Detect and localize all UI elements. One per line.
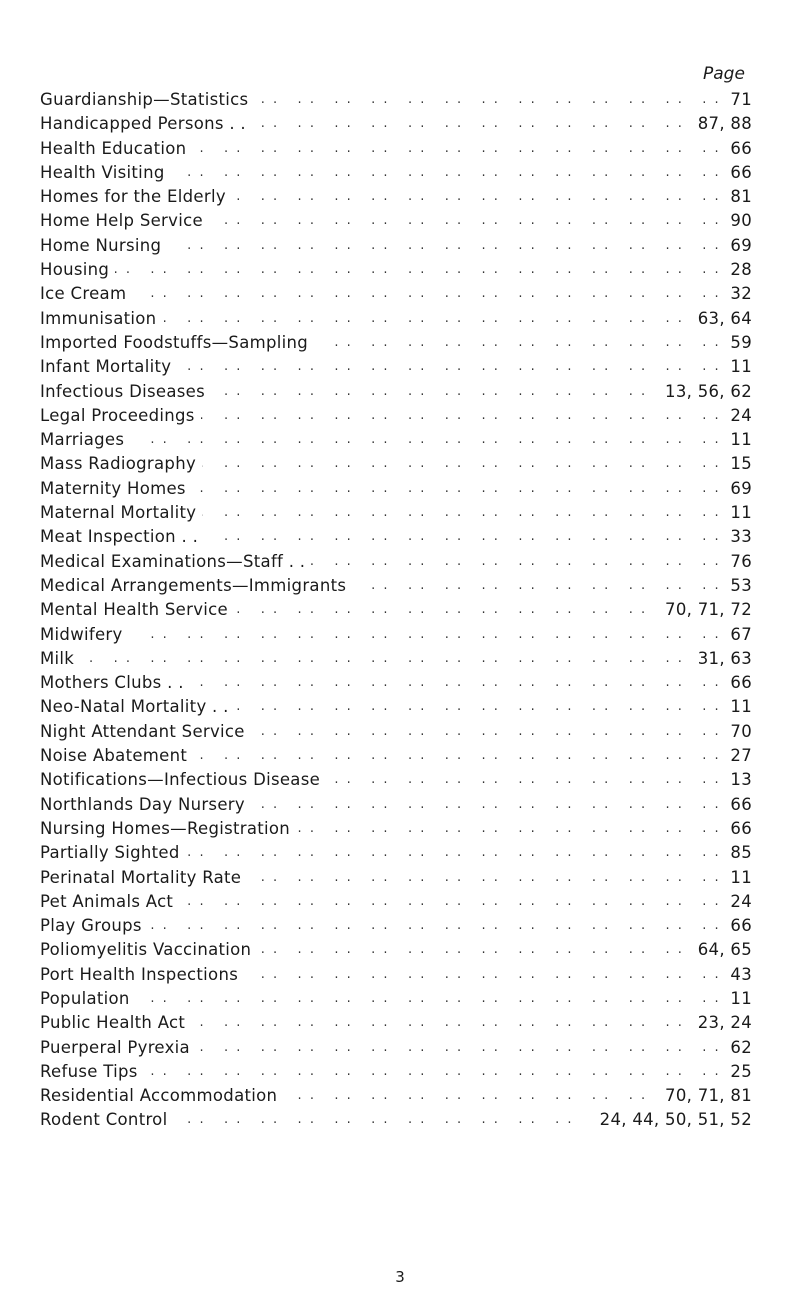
index-entry (40, 866, 752, 890)
entry-term: Ice Cream (40, 282, 132, 306)
entry-term: Port Health Inspections (40, 963, 244, 987)
entry-pages: 11 (722, 355, 752, 379)
entry-term: Medical Examinations—Staff . . (40, 550, 311, 574)
dot-leader (40, 428, 752, 452)
entry-pages: 76 (722, 550, 752, 574)
entry-pages: 15 (722, 452, 752, 476)
index-entry (40, 1011, 752, 1035)
entry-term: Puerperal Pyrexia (40, 1036, 196, 1060)
entry-term: Homes for the Elderly (40, 185, 232, 209)
entry-pages: 24, 44, 50, 51, 52 (592, 1108, 752, 1132)
entry-pages: 24 (722, 890, 752, 914)
index-entry (40, 137, 752, 161)
index-entry (40, 1084, 752, 1108)
index-entry (40, 890, 752, 914)
index-entry (40, 404, 752, 428)
index-entry (40, 88, 752, 112)
entry-term: Noise Abatement (40, 744, 193, 768)
entry-pages: 66 (722, 671, 752, 695)
index-list (40, 88, 752, 1133)
entry-term: Infectious Diseases (40, 380, 211, 404)
entry-pages: 31, 63 (690, 647, 752, 671)
index-entry (40, 501, 752, 525)
index-entry (40, 914, 752, 938)
index-entry (40, 671, 752, 695)
entry-term: Perinatal Mortality Rate (40, 866, 247, 890)
entry-pages: 87, 88 (690, 112, 752, 136)
entry-term: Mass Radiography (40, 452, 202, 476)
entry-term: Night Attendant Service (40, 720, 251, 744)
entry-term: Imported Foodstuffs—Sampling (40, 331, 314, 355)
index-entry (40, 768, 752, 792)
entry-pages: 71 (722, 88, 752, 112)
entry-pages: 43 (722, 963, 752, 987)
index-entry (40, 744, 752, 768)
index-entry (40, 452, 752, 476)
entry-pages: 27 (722, 744, 752, 768)
entry-term: Meat Inspection . . (40, 525, 204, 549)
entry-term: Partially Sighted (40, 841, 186, 865)
dot-leader (40, 647, 752, 671)
entry-term: Mothers Clubs . . (40, 671, 190, 695)
entry-pages: 66 (722, 161, 752, 185)
entry-term: Poliomyelitis Vaccination (40, 938, 257, 962)
entry-term: Refuse Tips (40, 1060, 144, 1084)
entry-pages: 66 (722, 137, 752, 161)
index-entry (40, 1036, 752, 1060)
entry-pages: 11 (722, 987, 752, 1011)
entry-term: Northlands Day Nursery (40, 793, 251, 817)
entry-pages: 66 (722, 914, 752, 938)
page-heading: Page (703, 64, 745, 84)
entry-term: Public Health Act (40, 1011, 191, 1035)
entry-pages: 11 (722, 501, 752, 525)
entry-term: Nursing Homes—Registration (40, 817, 296, 841)
index-entry (40, 477, 752, 501)
dot-leader (40, 1060, 752, 1084)
dot-leader (40, 258, 752, 282)
entry-term: Handicapped Persons . . (40, 112, 252, 136)
entry-term: Mental Health Service (40, 598, 234, 622)
index-entry (40, 525, 752, 549)
entry-term: Milk (40, 647, 80, 671)
entry-pages: 62 (722, 1036, 752, 1060)
index-entry (40, 185, 752, 209)
entry-pages: 23, 24 (690, 1011, 752, 1035)
entry-term: Rodent Control (40, 1108, 173, 1132)
entry-term: Neo-Natal Mortality . . (40, 695, 235, 719)
entry-term: Notifications—Infectious Disease (40, 768, 326, 792)
entry-pages: 13, 56, 62 (657, 380, 752, 404)
entry-pages: 33 (722, 525, 752, 549)
index-entry (40, 258, 752, 282)
index-entry (40, 380, 752, 404)
index-entry (40, 720, 752, 744)
entry-term: Pet Animals Act (40, 890, 179, 914)
dot-leader (40, 623, 752, 647)
index-entry (40, 234, 752, 258)
entry-pages: 90 (722, 209, 752, 233)
entry-term: Midwifery (40, 623, 129, 647)
index-entry (40, 647, 752, 671)
entry-term: Health Education (40, 137, 192, 161)
entry-term: Guardianship—Statistics (40, 88, 254, 112)
index-entry (40, 1060, 752, 1084)
entry-pages: 28 (722, 258, 752, 282)
entry-pages: 24 (722, 404, 752, 428)
entry-term: Legal Proceedings (40, 404, 201, 428)
index-entry (40, 793, 752, 817)
entry-pages: 13 (722, 768, 752, 792)
entry-pages: 66 (722, 793, 752, 817)
entry-term: Maternal Mortality (40, 501, 202, 525)
index-entry (40, 428, 752, 452)
index-entry (40, 574, 752, 598)
dot-leader (40, 282, 752, 306)
index-entry (40, 550, 752, 574)
entry-term: Home Nursing (40, 234, 167, 258)
entry-pages: 85 (722, 841, 752, 865)
entry-term: Immunisation (40, 307, 162, 331)
entry-pages: 11 (722, 866, 752, 890)
entry-pages: 25 (722, 1060, 752, 1084)
index-entry (40, 161, 752, 185)
entry-pages: 11 (722, 695, 752, 719)
index-entry (40, 331, 752, 355)
entry-term: Residential Accommodation (40, 1084, 283, 1108)
entry-pages: 69 (722, 477, 752, 501)
index-entry (40, 282, 752, 306)
index-entry (40, 938, 752, 962)
entry-pages: 67 (722, 623, 752, 647)
index-entry (40, 987, 752, 1011)
entry-pages: 53 (722, 574, 752, 598)
entry-term: Medical Arrangements—Immigrants (40, 574, 352, 598)
entry-term: Housing (40, 258, 115, 282)
page-number: 3 (395, 1268, 405, 1286)
entry-pages: 70 (722, 720, 752, 744)
entry-pages: 11 (722, 428, 752, 452)
entry-pages: 66 (722, 817, 752, 841)
index-entry (40, 841, 752, 865)
entry-pages: 81 (722, 185, 752, 209)
index-entry (40, 355, 752, 379)
entry-pages: 59 (722, 331, 752, 355)
entry-term: Marriages (40, 428, 130, 452)
index-entry (40, 623, 752, 647)
entry-pages: 32 (722, 282, 752, 306)
entry-term: Play Groups (40, 914, 148, 938)
entry-pages: 70, 71, 81 (657, 1084, 752, 1108)
dot-leader (40, 987, 752, 1011)
index-entry (40, 1108, 752, 1132)
index-entry (40, 209, 752, 233)
index-entry (40, 598, 752, 622)
entry-pages: 69 (722, 234, 752, 258)
index-entry (40, 695, 752, 719)
entry-term: Health Visiting (40, 161, 171, 185)
entry-pages: 63, 64 (690, 307, 752, 331)
entry-term: Home Help Service (40, 209, 209, 233)
entry-term: Maternity Homes (40, 477, 192, 501)
entry-pages: 64, 65 (690, 938, 752, 962)
index-entry (40, 963, 752, 987)
index-entry (40, 307, 752, 331)
entry-term: Infant Mortality (40, 355, 177, 379)
index-entry (40, 817, 752, 841)
entry-pages: 70, 71, 72 (657, 598, 752, 622)
entry-term: Population (40, 987, 136, 1011)
index-entry (40, 112, 752, 136)
